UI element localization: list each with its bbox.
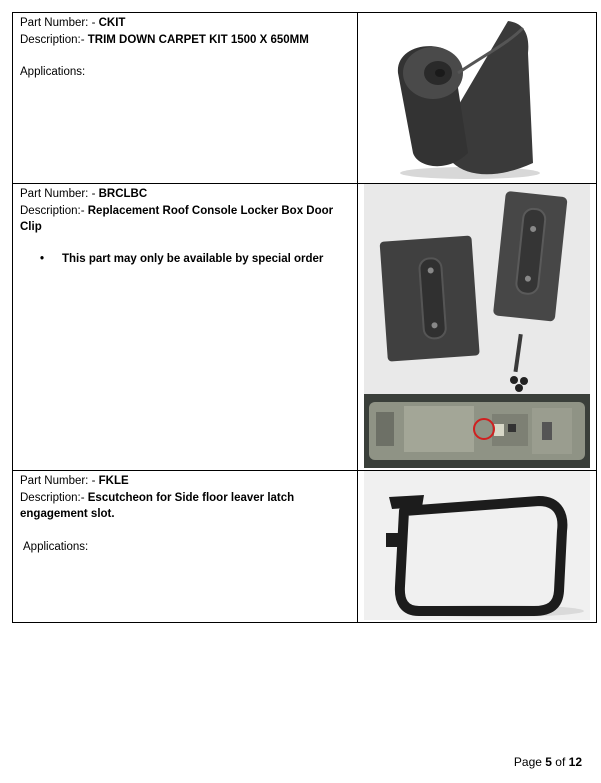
part-row-ckit [13, 13, 597, 184]
console-door-clip-photo [364, 184, 590, 468]
description-value: TRIM DOWN CARPET KIT 1500 X 650MM [87, 33, 309, 46]
description-label: Description:- [20, 204, 88, 217]
notes-list [20, 251, 351, 268]
description-line [20, 203, 351, 236]
page-total: 12 [568, 755, 582, 769]
description-line [20, 490, 351, 523]
part-image-cell [358, 471, 597, 623]
part-number-value: FKLE [98, 475, 129, 487]
part-row-brclbc [13, 184, 597, 471]
part-number-label: Part Number: - [20, 17, 99, 29]
page-indicator [514, 755, 582, 769]
part-info-cell [13, 184, 358, 471]
part-image-cell [358, 13, 597, 184]
applications-label: Applications: [20, 66, 86, 78]
part-info-cell [13, 13, 358, 184]
page-label: Page [513, 755, 546, 769]
part-number-value: CKIT [98, 17, 126, 29]
page-of-label: of [551, 755, 569, 769]
part-number-line [20, 15, 351, 32]
description-line [20, 32, 351, 49]
description-value: Escutcheon for Side floor leaver latch engagement slot. [20, 491, 295, 520]
part-number-label: Part Number: - [20, 475, 99, 487]
part-number-line [20, 186, 351, 203]
applications-label: Applications: [23, 540, 89, 553]
parts-table [12, 12, 597, 623]
special-order-note: • This part may only be available by special order [62, 251, 351, 268]
part-info-cell [13, 471, 358, 623]
part-image-cell [358, 184, 597, 471]
rolled-carpet-photo [358, 13, 596, 181]
part-number-value: BRCLBC [98, 188, 148, 200]
part-number-line [20, 473, 351, 490]
description-label: Description:- [20, 33, 88, 46]
description-label: Description:- [20, 491, 88, 504]
latch-escutcheon-photo [364, 471, 590, 620]
page-current: 5 [545, 755, 552, 769]
part-number-label: Part Number: - [20, 188, 99, 200]
description-value: Replacement Roof Console Locker Box Door Clip [20, 204, 334, 233]
part-row-fkle [13, 471, 597, 623]
